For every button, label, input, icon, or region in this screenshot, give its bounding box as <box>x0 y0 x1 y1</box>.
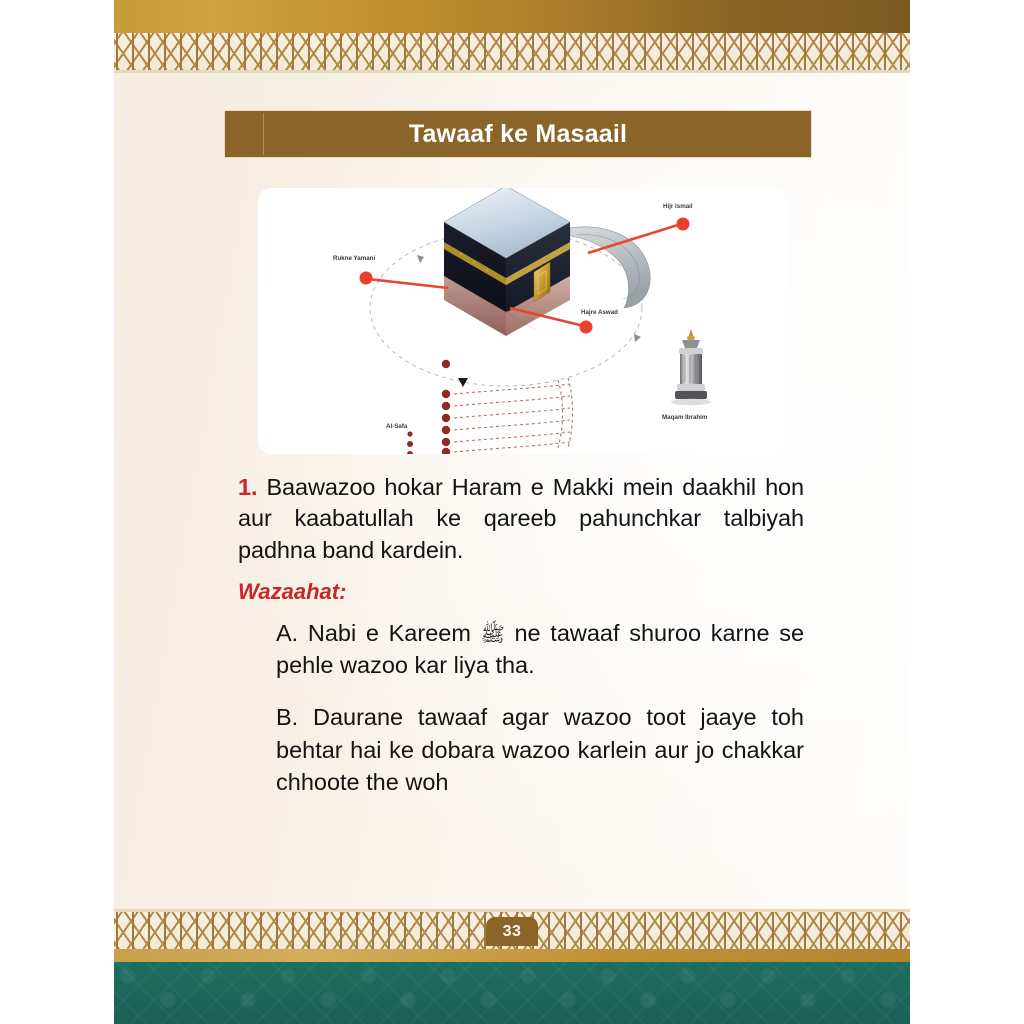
banner-divider-rule <box>263 113 264 155</box>
item-number: 1. <box>238 474 258 500</box>
page-title: Tawaaf ke Masaail <box>408 119 628 148</box>
label-rukne-yamani: Rukne Yamani <box>333 255 376 262</box>
bottom-teal-panel <box>114 962 910 1024</box>
section-title-banner <box>224 110 812 158</box>
top-border-edge <box>114 70 910 73</box>
tawaaf-diagram-figure <box>258 188 786 454</box>
book-page <box>114 0 910 1024</box>
label-al-safa: Al-Safa <box>386 423 408 430</box>
label-hijr-ismail: Hijr Ismail <box>663 203 693 210</box>
label-hajre-aswad: Hajre Aswad <box>581 309 618 316</box>
bottom-gold-rule <box>114 949 910 962</box>
wazaahat-item-b: B. Daurane tawaaf agar wazoo toot jaaye toh behtar hai ke dobara wazoo karlein aur jo chakkar chhoote the woh <box>276 704 804 795</box>
item-a-prefix: A. Nabi e Kareem <box>276 619 471 646</box>
salawat-icon: ﷺ <box>480 623 505 646</box>
top-ornamental-border <box>114 33 910 70</box>
wazaahat-item-a <box>276 617 804 682</box>
tawaaf-diagram-svg <box>258 188 786 454</box>
label-maqam-ibrahim: Maqam Ibrahim <box>662 414 708 421</box>
wazaahat-heading: Wazaahat: <box>238 578 347 604</box>
item-1-text: Baawazoo hokar Haram e Makki mein daakhil hon aur kaabatullah ke qareeb pahunchkar talbiyah padhna band kardein. <box>238 474 804 563</box>
masla-item-1 <box>238 472 804 566</box>
page-number: 33 <box>486 917 538 946</box>
top-gold-band <box>114 0 910 33</box>
item-a-rest: ne tawaaf shuroo karne se pehle wazoo kar liya tha. <box>276 619 805 679</box>
page-content <box>238 472 804 798</box>
